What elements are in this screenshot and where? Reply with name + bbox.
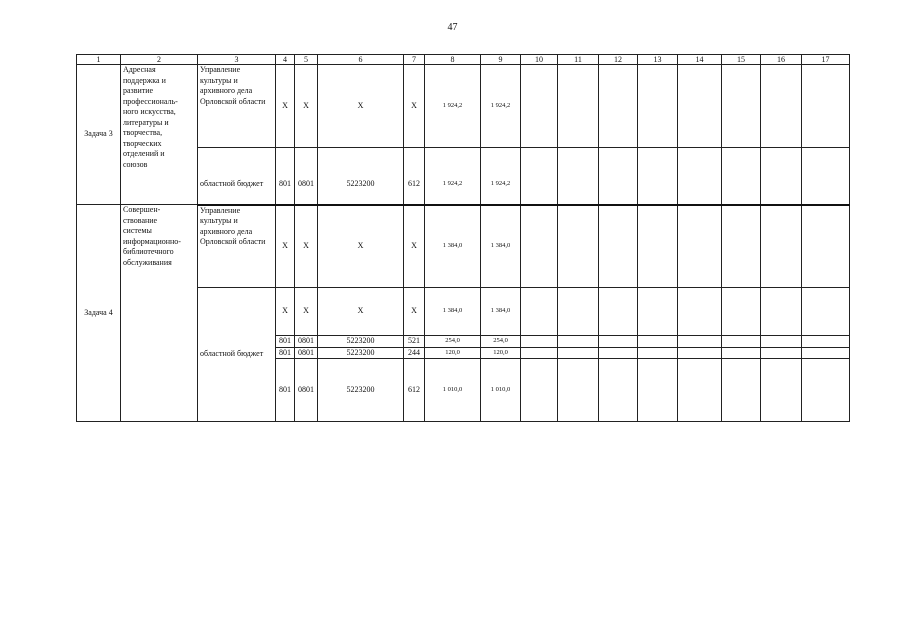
empty-cell xyxy=(521,205,558,288)
grbs-cell: 801 xyxy=(276,359,295,422)
empty-cell xyxy=(678,288,722,336)
csr-cell: X xyxy=(318,205,404,288)
empty-cell xyxy=(638,288,678,336)
csr-cell: 5223200 xyxy=(318,148,404,205)
empty-cell xyxy=(678,148,722,205)
empty-cell xyxy=(558,347,599,359)
empty-cell xyxy=(761,359,802,422)
empty-cell xyxy=(638,336,678,348)
vr-cell: X xyxy=(404,288,425,336)
column-number: 1 xyxy=(77,55,121,65)
amount-cell: 1 010,0 xyxy=(481,359,521,422)
empty-cell xyxy=(521,359,558,422)
column-number-row xyxy=(77,55,850,65)
column-number: 4 xyxy=(276,55,295,65)
vr-cell: 521 xyxy=(404,336,425,348)
empty-cell xyxy=(761,336,802,348)
empty-cell xyxy=(678,347,722,359)
column-number: 14 xyxy=(678,55,722,65)
rzpr-cell: 0801 xyxy=(295,347,318,359)
empty-cell xyxy=(638,205,678,288)
empty-cell xyxy=(558,359,599,422)
column-number: 9 xyxy=(481,55,521,65)
executor-cell: Управление культуры и архивного дела Орловской области xyxy=(198,65,276,148)
rzpr-cell: 0801 xyxy=(295,359,318,422)
table-row xyxy=(77,205,850,288)
amount-cell: 1 924,2 xyxy=(481,148,521,205)
empty-cell xyxy=(521,65,558,148)
amount-cell: 254,0 xyxy=(481,336,521,348)
vr-cell: X xyxy=(404,65,425,148)
empty-cell xyxy=(678,65,722,148)
executor-cell: Управление культуры и архивного дела Орловской области xyxy=(198,205,276,288)
amount-cell: 1 384,0 xyxy=(481,288,521,336)
empty-cell xyxy=(521,336,558,348)
amount-cell: 1 924,2 xyxy=(425,148,481,205)
empty-cell xyxy=(678,359,722,422)
column-number: 10 xyxy=(521,55,558,65)
empty-cell xyxy=(802,347,850,359)
column-number: 3 xyxy=(198,55,276,65)
empty-cell xyxy=(802,336,850,348)
csr-cell: X xyxy=(318,65,404,148)
task-label: Задача 4 xyxy=(77,205,121,422)
empty-cell xyxy=(638,347,678,359)
amount-cell: 1 010,0 xyxy=(425,359,481,422)
empty-cell xyxy=(802,65,850,148)
empty-cell xyxy=(722,65,761,148)
amount-cell: 1 384,0 xyxy=(425,288,481,336)
empty-cell xyxy=(521,347,558,359)
amount-cell: 1 384,0 xyxy=(425,205,481,288)
empty-cell xyxy=(521,148,558,205)
empty-cell xyxy=(802,148,850,205)
executor-cell: областной бюджет xyxy=(198,148,276,205)
empty-cell xyxy=(802,205,850,288)
empty-cell xyxy=(638,359,678,422)
empty-cell xyxy=(558,336,599,348)
empty-cell xyxy=(599,359,638,422)
empty-cell xyxy=(558,148,599,205)
column-number: 12 xyxy=(599,55,638,65)
empty-cell xyxy=(722,347,761,359)
empty-cell xyxy=(761,65,802,148)
rzpr-cell: X xyxy=(295,65,318,148)
empty-cell xyxy=(521,288,558,336)
column-number: 17 xyxy=(802,55,850,65)
empty-cell xyxy=(722,205,761,288)
grbs-cell: X xyxy=(276,205,295,288)
empty-cell xyxy=(599,288,638,336)
grbs-cell: 801 xyxy=(276,148,295,205)
vr-cell: 612 xyxy=(404,148,425,205)
task-label: Задача 3 xyxy=(77,65,121,205)
amount-cell: 120,0 xyxy=(481,347,521,359)
csr-cell: 5223200 xyxy=(318,359,404,422)
empty-cell xyxy=(558,205,599,288)
budget-table xyxy=(76,54,850,422)
csr-cell: 5223200 xyxy=(318,336,404,348)
empty-cell xyxy=(761,347,802,359)
column-number: 15 xyxy=(722,55,761,65)
amount-cell: 1 384,0 xyxy=(481,205,521,288)
empty-cell xyxy=(802,288,850,336)
empty-cell xyxy=(722,359,761,422)
column-number: 16 xyxy=(761,55,802,65)
empty-cell xyxy=(722,148,761,205)
grbs-cell: 801 xyxy=(276,347,295,359)
vr-cell: 244 xyxy=(404,347,425,359)
grbs-cell: X xyxy=(276,288,295,336)
empty-cell xyxy=(722,288,761,336)
empty-cell xyxy=(638,65,678,148)
grbs-cell: X xyxy=(276,65,295,148)
empty-cell xyxy=(678,205,722,288)
task-description: Совершен- ствование системы информационно- библиотечного обслуживания xyxy=(121,205,198,422)
empty-cell xyxy=(599,347,638,359)
empty-cell xyxy=(599,65,638,148)
column-number: 8 xyxy=(425,55,481,65)
table-row xyxy=(77,65,850,148)
empty-cell xyxy=(599,148,638,205)
column-number: 13 xyxy=(638,55,678,65)
empty-cell xyxy=(722,336,761,348)
column-number: 5 xyxy=(295,55,318,65)
empty-cell xyxy=(638,148,678,205)
empty-cell xyxy=(599,336,638,348)
rzpr-cell: 0801 xyxy=(295,148,318,205)
rzpr-cell: X xyxy=(295,205,318,288)
empty-cell xyxy=(761,148,802,205)
empty-cell xyxy=(558,288,599,336)
grbs-cell: 801 xyxy=(276,336,295,348)
column-number: 11 xyxy=(558,55,599,65)
amount-cell: 1 924,2 xyxy=(481,65,521,148)
task-description: Адресная поддержка и развитие профессиональ- ного искусства, литературы и творчества, творческих отделений и союзов xyxy=(121,65,198,205)
rzpr-cell: 0801 xyxy=(295,336,318,348)
empty-cell xyxy=(558,65,599,148)
amount-cell: 1 924,2 xyxy=(425,65,481,148)
empty-cell xyxy=(761,288,802,336)
csr-cell: X xyxy=(318,288,404,336)
amount-cell: 120,0 xyxy=(425,347,481,359)
empty-cell xyxy=(678,336,722,348)
vr-cell: X xyxy=(404,205,425,288)
vr-cell: 612 xyxy=(404,359,425,422)
csr-cell: 5223200 xyxy=(318,347,404,359)
executor-cell: областной бюджет xyxy=(198,288,276,422)
column-number: 2 xyxy=(121,55,198,65)
rzpr-cell: X xyxy=(295,288,318,336)
empty-cell xyxy=(599,205,638,288)
empty-cell xyxy=(761,205,802,288)
column-number: 7 xyxy=(404,55,425,65)
amount-cell: 254,0 xyxy=(425,336,481,348)
empty-cell xyxy=(802,359,850,422)
page-number: 47 xyxy=(447,22,458,33)
column-number: 6 xyxy=(318,55,404,65)
